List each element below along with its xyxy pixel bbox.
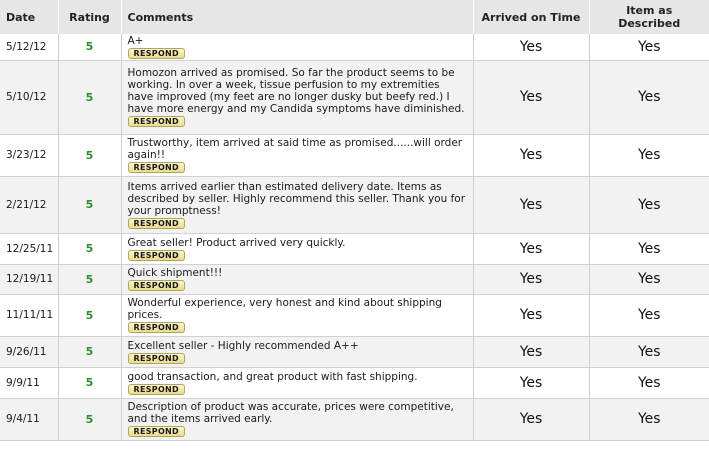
feedback-item-as-described: Yes [589,34,709,60]
feedback-comment-cell [121,398,473,440]
feedback-comment-cell [121,367,473,398]
respond-button[interactable]: RESPOND [128,218,186,229]
feedback-item-as-described: Yes [589,367,709,398]
feedback-row [0,367,709,398]
feedback-date: 3/23/12 [0,134,58,176]
comments-column-header[interactable]: Comments [121,0,473,34]
feedback-date: 2/21/12 [0,176,58,233]
feedback-arrived-on-time: Yes [473,294,589,336]
feedback-row [0,294,709,336]
rating-column-header[interactable]: Rating [58,0,121,34]
feedback-arrived-on-time: Yes [473,34,589,60]
feedback-arrived-on-time: Yes [473,233,589,264]
item-as-described-column-header[interactable] [589,0,709,34]
feedback-row [0,176,709,233]
feedback-row [0,264,709,294]
feedback-date: 9/9/11 [0,367,58,398]
feedback-rating: 5 [58,336,121,367]
item-as-described-header-line1: Item as [626,4,673,17]
feedback-item-as-described: Yes [589,398,709,440]
respond-button[interactable]: RESPOND [128,162,186,173]
feedback-comment-cell [121,176,473,233]
feedback-date: 5/12/12 [0,34,58,60]
feedback-arrived-on-time: Yes [473,60,589,134]
feedback-rating: 5 [58,367,121,398]
feedback-row [0,336,709,367]
feedback-date: 12/25/11 [0,233,58,264]
feedback-comment-cell [121,233,473,264]
feedback-date: 9/26/11 [0,336,58,367]
feedback-rating: 5 [58,233,121,264]
feedback-item-as-described: Yes [589,336,709,367]
feedback-comment-cell [121,60,473,134]
feedback-rating: 5 [58,34,121,60]
feedback-rating: 5 [58,294,121,336]
feedback-comment-cell [121,336,473,367]
feedback-item-as-described: Yes [589,60,709,134]
feedback-arrived-on-time: Yes [473,336,589,367]
feedback-arrived-on-time: Yes [473,367,589,398]
feedback-rating: 5 [58,134,121,176]
item-as-described-header-line2: Described [618,17,681,30]
feedback-arrived-on-time: Yes [473,398,589,440]
feedback-comment-text: Excellent seller - Highly recommended A++ [127,339,359,352]
feedback-comment-text: Trustworthy, item arrived at said time as promised......will order again!! [127,137,463,161]
feedback-comment-cell [121,134,473,176]
arrived-on-time-column-header[interactable]: Arrived on Time [473,0,589,34]
header-row [0,0,709,34]
feedback-comment-cell [121,34,473,60]
feedback-item-as-described: Yes [589,134,709,176]
feedback-date: 11/11/11 [0,294,58,336]
feedback-rating: 5 [58,176,121,233]
feedback-date: 9/4/11 [0,398,58,440]
respond-button[interactable]: RESPOND [128,48,186,59]
date-column-header[interactable]: Date [0,0,58,34]
feedback-row [0,34,709,60]
respond-button[interactable]: RESPOND [128,353,186,364]
respond-button[interactable]: RESPOND [128,322,186,333]
feedback-comment-text: Wonderful experience, very honest and kind about shipping prices. [127,297,442,321]
feedback-arrived-on-time: Yes [473,264,589,294]
respond-button[interactable]: RESPOND [128,384,186,395]
feedback-row [0,398,709,440]
feedback-comment-text: Description of product was accurate, prices were competitive, and the items arrived early. [127,401,454,425]
feedback-comment-text: Items arrived earlier than estimated delivery date. Items as described by seller. Highly recommend this seller. Thank you for your promptness! [127,180,466,217]
respond-button[interactable]: RESPOND [128,116,186,127]
feedback-comment-text: Great seller! Product arrived very quickly. [127,236,346,249]
feedback-row [0,233,709,264]
respond-button[interactable]: RESPOND [128,250,186,261]
feedback-rating: 5 [58,60,121,134]
feedback-comment-cell [121,264,473,294]
feedback-arrived-on-time: Yes [473,176,589,233]
feedback-comment-text: Quick shipment!!! [127,267,223,279]
feedback-item-as-described: Yes [589,233,709,264]
feedback-comment-text: Homozon arrived as promised. So far the product seems to be working. In over a week, tissue perfusion to my extremities have improved (my feet are no longer dusky but beefy red.) I have more energy and my Candida symptoms have diminished. [127,67,465,115]
feedback-comment-text: good transaction, and great product with fast shipping. [127,370,418,383]
feedback-date: 5/10/12 [0,60,58,134]
feedback-rating: 5 [58,398,121,440]
feedback-rating: 5 [58,264,121,294]
feedback-date: 12/19/11 [0,264,58,294]
feedback-row [0,60,709,134]
feedback-rows [0,34,709,440]
respond-button[interactable]: RESPOND [128,280,186,291]
feedback-comment-text: A+ [127,34,144,47]
respond-button[interactable]: RESPOND [128,426,186,437]
feedback-item-as-described: Yes [589,264,709,294]
feedback-arrived-on-time: Yes [473,134,589,176]
feedback-row [0,134,709,176]
feedback-item-as-described: Yes [589,294,709,336]
feedback-comment-cell [121,294,473,336]
feedback-item-as-described: Yes [589,176,709,233]
